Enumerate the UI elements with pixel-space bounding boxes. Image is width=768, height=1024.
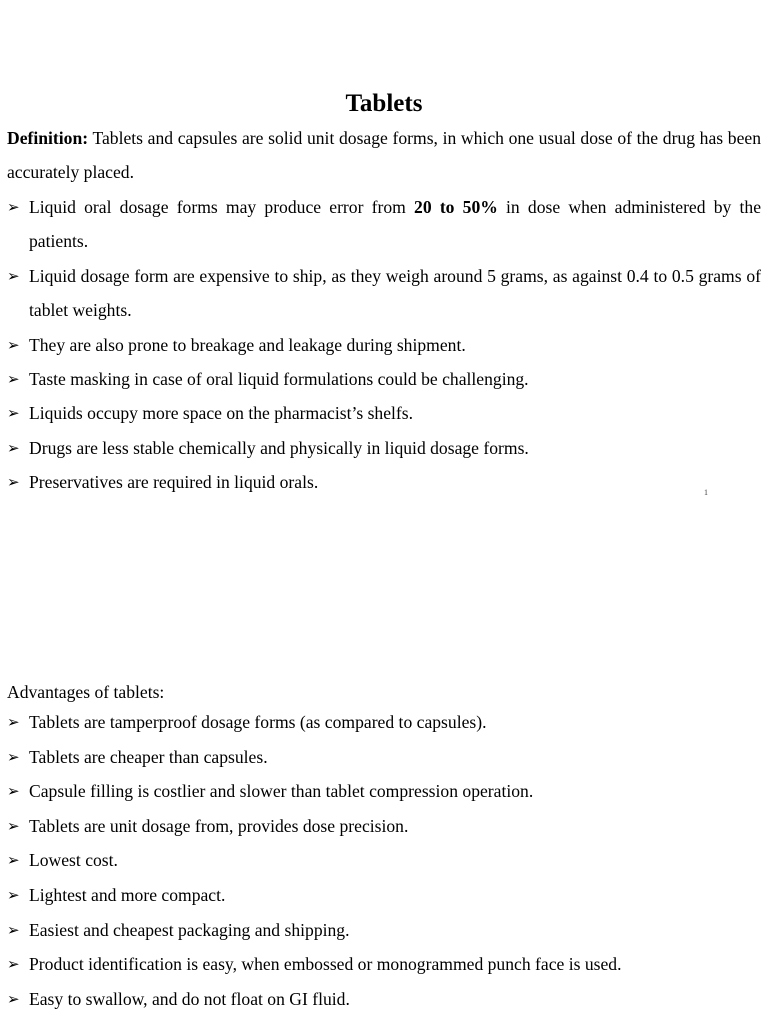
- arrow-bullet-icon: ➢: [7, 747, 20, 766]
- definition-label: Definition:: [7, 128, 89, 148]
- list-item: [7, 740, 761, 775]
- list-item: [7, 913, 761, 948]
- error-range-highlight: 20 to 50%: [414, 197, 498, 217]
- list-item: [7, 431, 761, 465]
- list-item-text: in dose when administered by the patients.: [29, 197, 761, 252]
- list-item: [7, 705, 761, 740]
- list-item: [7, 190, 761, 259]
- list-item: [7, 465, 761, 499]
- list-item-text: Preservatives are required in liquid orals.: [29, 472, 319, 493]
- list-item: [7, 982, 761, 1017]
- list-item-text: Product identification is easy, when embossed or monogrammed punch face is used.: [29, 954, 622, 975]
- list-item-text: Capsule filling is costlier and slower than tablet compression operation.: [29, 781, 534, 802]
- list-item: [7, 396, 761, 430]
- list-item: [7, 878, 761, 913]
- arrow-bullet-icon: ➢: [7, 335, 20, 354]
- list-item-text: Liquid oral dosage forms may produce error from: [29, 197, 415, 217]
- page-number: 1: [704, 488, 708, 497]
- arrow-bullet-icon: ➢: [7, 851, 20, 870]
- arrow-bullet-icon: ➢: [7, 266, 20, 285]
- list-item-text: Taste masking in case of oral liquid formulations could be challenging.: [29, 369, 529, 390]
- tablet-advantages-list: [7, 705, 761, 1016]
- list-item: [7, 362, 761, 396]
- list-item: [7, 774, 761, 809]
- list-item-text: They are also prone to breakage and leakage during shipment.: [29, 334, 466, 355]
- arrow-bullet-icon: ➢: [7, 713, 20, 731]
- arrow-bullet-icon: ➢: [7, 955, 20, 974]
- list-item-text: Drugs are less stable chemically and physically in liquid dosage forms.: [29, 437, 529, 458]
- list-item: [7, 947, 761, 982]
- arrow-bullet-icon: ➢: [7, 438, 20, 457]
- definition-paragraph: [7, 121, 761, 190]
- list-item-text: Easy to swallow, and do not float on GI fluid.: [29, 988, 350, 1009]
- list-item: [7, 328, 761, 362]
- arrow-bullet-icon: ➢: [7, 782, 20, 801]
- list-item-text: Liquid dosage form are expensive to ship, as they weigh around 5 grams, as against 0.4 to 0.5 grams of tablet weights.: [29, 265, 761, 321]
- arrow-bullet-icon: ➢: [7, 816, 20, 835]
- arrow-bullet-icon: ➢: [7, 404, 20, 423]
- advantages-heading: Advantages of tablets:: [7, 682, 165, 702]
- arrow-bullet-icon: ➢: [7, 473, 20, 492]
- list-item-text: Tablets are unit dosage from, provides dose precision.: [29, 815, 409, 836]
- list-item: [7, 259, 761, 328]
- arrow-bullet-icon: ➢: [7, 370, 20, 389]
- arrow-bullet-icon: ➢: [7, 198, 20, 216]
- list-item-text: Tablets are cheaper than capsules.: [29, 746, 268, 767]
- list-item-text: Liquids occupy more space on the pharmacist’s shelfs.: [29, 403, 414, 424]
- arrow-bullet-icon: ➢: [7, 885, 20, 904]
- list-item-text: Tablets are tamperproof dosage forms (as compared to capsules).: [29, 712, 487, 732]
- list-item: [7, 809, 761, 844]
- list-item: [7, 843, 761, 878]
- list-item-text: Easiest and cheapest packaging and shipping.: [29, 919, 350, 940]
- list-item-text: Lowest cost.: [29, 850, 118, 871]
- definition-text: Tablets and capsules are solid unit dosage forms, in which one usual dose of the drug has been accurately placed.: [7, 128, 761, 183]
- page-title: Tablets: [345, 90, 423, 117]
- liquid-dosage-disadvantages-list: [7, 190, 761, 500]
- list-item-text: Lightest and more compact.: [29, 884, 226, 905]
- arrow-bullet-icon: ➢: [7, 920, 20, 939]
- arrow-bullet-icon: ➢: [7, 989, 20, 1008]
